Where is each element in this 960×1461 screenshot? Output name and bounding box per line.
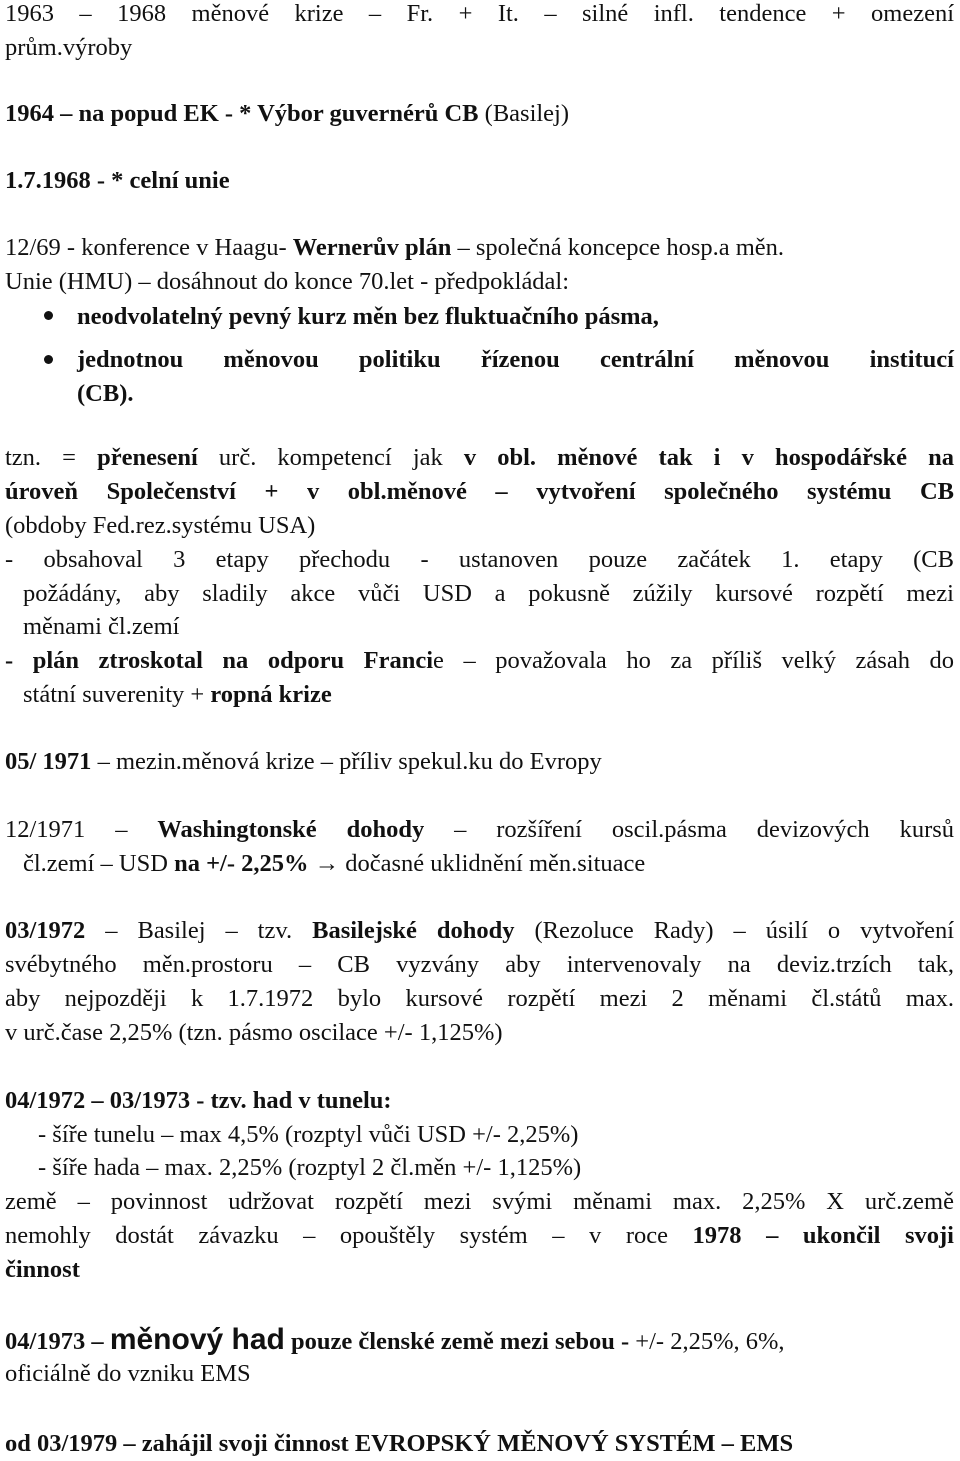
line-text-bold: 03/1972	[5, 917, 86, 944]
text-line	[5, 813, 954, 847]
text-line	[5, 1357, 954, 1391]
text-line	[5, 509, 954, 543]
line-text: 12/1971	[5, 816, 86, 843]
line-text: – mezin.měnová krize – příliv spekul.ku do Evropy	[91, 748, 602, 775]
line-text-bold: 1.7.1968 - * celní unie	[5, 167, 230, 194]
line-text: urč. kompetencí jak	[197, 444, 464, 471]
line-text-bold: 05/ 1971	[5, 748, 92, 775]
text-line	[5, 97, 954, 131]
line-text: – Basilej – tzv.	[85, 917, 313, 944]
line-text-bold: neodvolatelný pevný kurz měn bez fluktuačního pásma,	[77, 303, 659, 330]
bullet-icon	[44, 355, 53, 364]
line-text: svébytného měn.prostoru – CB vyzvány aby intervenovaly na deviz.trzích tak,	[5, 951, 954, 978]
line-text-bold: Wernerův plán	[292, 234, 452, 261]
bullet-item-continuation	[77, 377, 954, 411]
text-line	[5, 948, 954, 982]
line-text: nemohly dostát závazku – opouštěly systém – v roce	[5, 1222, 693, 1249]
line-text-bold: v obl. měnové tak i v hospodářské na	[463, 444, 954, 471]
text-line	[5, 1185, 954, 1219]
bullet-item	[77, 300, 954, 334]
line-text: v urč.čase 2,25% (tzn. pásmo oscilace +/- 1,125%)	[5, 1019, 503, 1046]
line-text: –	[85, 816, 158, 843]
text-line	[5, 1323, 954, 1357]
line-text: e – považovala ho za příliš velký zásah do	[433, 647, 954, 674]
bullet-icon	[44, 311, 53, 320]
line-text: Unie (HMU) – dosáhnout do konce 70.let - předpokládal:	[5, 268, 570, 295]
text-line	[5, 164, 954, 198]
line-text-bold: jednotnou měnovou politiku řízenou centrální měnovou institucí	[77, 346, 954, 373]
bullet-item	[77, 343, 954, 377]
text-line	[5, 1219, 954, 1253]
line-text-bold: (CB).	[77, 380, 134, 407]
line-text: měnami čl.zemí	[23, 613, 180, 640]
line-text: - šíře tunelu – max 4,5% (rozptyl vůči USD +/- 2,25%)	[38, 1121, 579, 1148]
line-text: oficiálně do vzniku EMS	[5, 1360, 251, 1387]
line-text: – rozšíření oscil.pásma devizových kursů	[424, 816, 955, 843]
line-text: → dočasné uklidnění měn.situace	[308, 850, 646, 877]
line-text: prům.výroby	[5, 34, 133, 61]
line-text: - obsahoval 3 etapy přechodu - ustanoven pouze začátek 1. etapy (CB	[5, 546, 954, 573]
line-text-bold: ropná krize	[210, 681, 332, 708]
line-text: (obdoby Fed.rez.systému USA)	[5, 512, 316, 539]
line-text-bold: měnový had	[109, 1323, 285, 1356]
text-line	[5, 982, 954, 1016]
text-line	[5, 644, 954, 678]
line-text: - šíře hada – max. 2,25% (rozptyl 2 čl.měn +/- 1,125%)	[38, 1154, 582, 1181]
line-text-bold: na +/- 2,25%	[174, 850, 309, 877]
line-text: – společná koncepce hosp.a měn.	[451, 234, 785, 261]
line-text-bold: pouze členské země mezi sebou -	[284, 1328, 636, 1355]
text-line	[5, 543, 954, 577]
line-text-bold: 1964 – na popud EK - * Výbor guvernérů CB	[5, 100, 479, 127]
line-text: 1963 – 1968 měnové krize – Fr. + It. – silné infl. tendence + omezení	[5, 0, 954, 27]
text-line	[5, 1427, 954, 1461]
text-line	[23, 678, 954, 712]
line-text: země – povinnost udržovat rozpětí mezi svými měnami max. 2,25% X urč.země	[5, 1188, 954, 1215]
text-line	[5, 441, 954, 475]
line-text: aby nejpozději k 1.7.1972 bylo kursové rozpětí mezi 2 měnami čl.států max.	[5, 985, 954, 1012]
line-text: tzn. =	[5, 444, 98, 471]
text-line	[5, 745, 954, 779]
text-line	[5, 475, 954, 509]
text-line	[5, 1084, 954, 1118]
line-text-bold: úroveň Společenství + v obl.měnové – vytvoření společného systému CB	[5, 478, 954, 505]
line-text-bold: 04/1973 –	[5, 1328, 110, 1355]
line-text-bold: 1978 – ukončil svoji	[692, 1222, 954, 1249]
line-text: +/- 2,25%, 6%,	[635, 1328, 785, 1355]
text-line	[5, 265, 954, 299]
text-line	[23, 577, 954, 611]
line-text: (Basilej)	[478, 100, 570, 127]
line-text-bold: přenesení	[97, 444, 198, 471]
line-text: 12/69 - konference v Haagu-	[5, 234, 293, 261]
text-line	[23, 610, 954, 644]
text-line	[5, 231, 954, 265]
line-text: státní suverenity +	[23, 681, 211, 708]
text-line	[5, 31, 954, 65]
text-line	[5, 1253, 954, 1287]
text-line	[5, 1016, 954, 1050]
text-line	[38, 1151, 954, 1185]
line-text-bold: Washingtonské dohody	[157, 816, 425, 843]
line-text-bold: od 03/1979 – zahájil svoji činnost EVROPSKÝ MĚNOVÝ SYSTÉM – EMS	[5, 1430, 794, 1457]
line-text-bold: Basilejské dohody	[312, 917, 515, 944]
line-text: čl.zemí – USD	[23, 850, 175, 877]
line-text: požádány, aby sladily akce vůči USD a pokusně zúžily kursové rozpětí mezi	[23, 580, 954, 607]
text-line	[38, 1118, 954, 1152]
text-line	[5, 914, 954, 948]
line-text-bold: - plán ztroskotal na odporu Franci	[5, 647, 434, 674]
text-line	[23, 847, 954, 881]
line-text: (Rezoluce Rady) – úsilí o vytvoření	[514, 917, 955, 944]
line-text-bold: činnost	[5, 1256, 80, 1283]
line-text-bold: 04/1972 – 03/1973 - tzv. had v tunelu:	[5, 1087, 392, 1114]
text-line	[5, 0, 954, 31]
